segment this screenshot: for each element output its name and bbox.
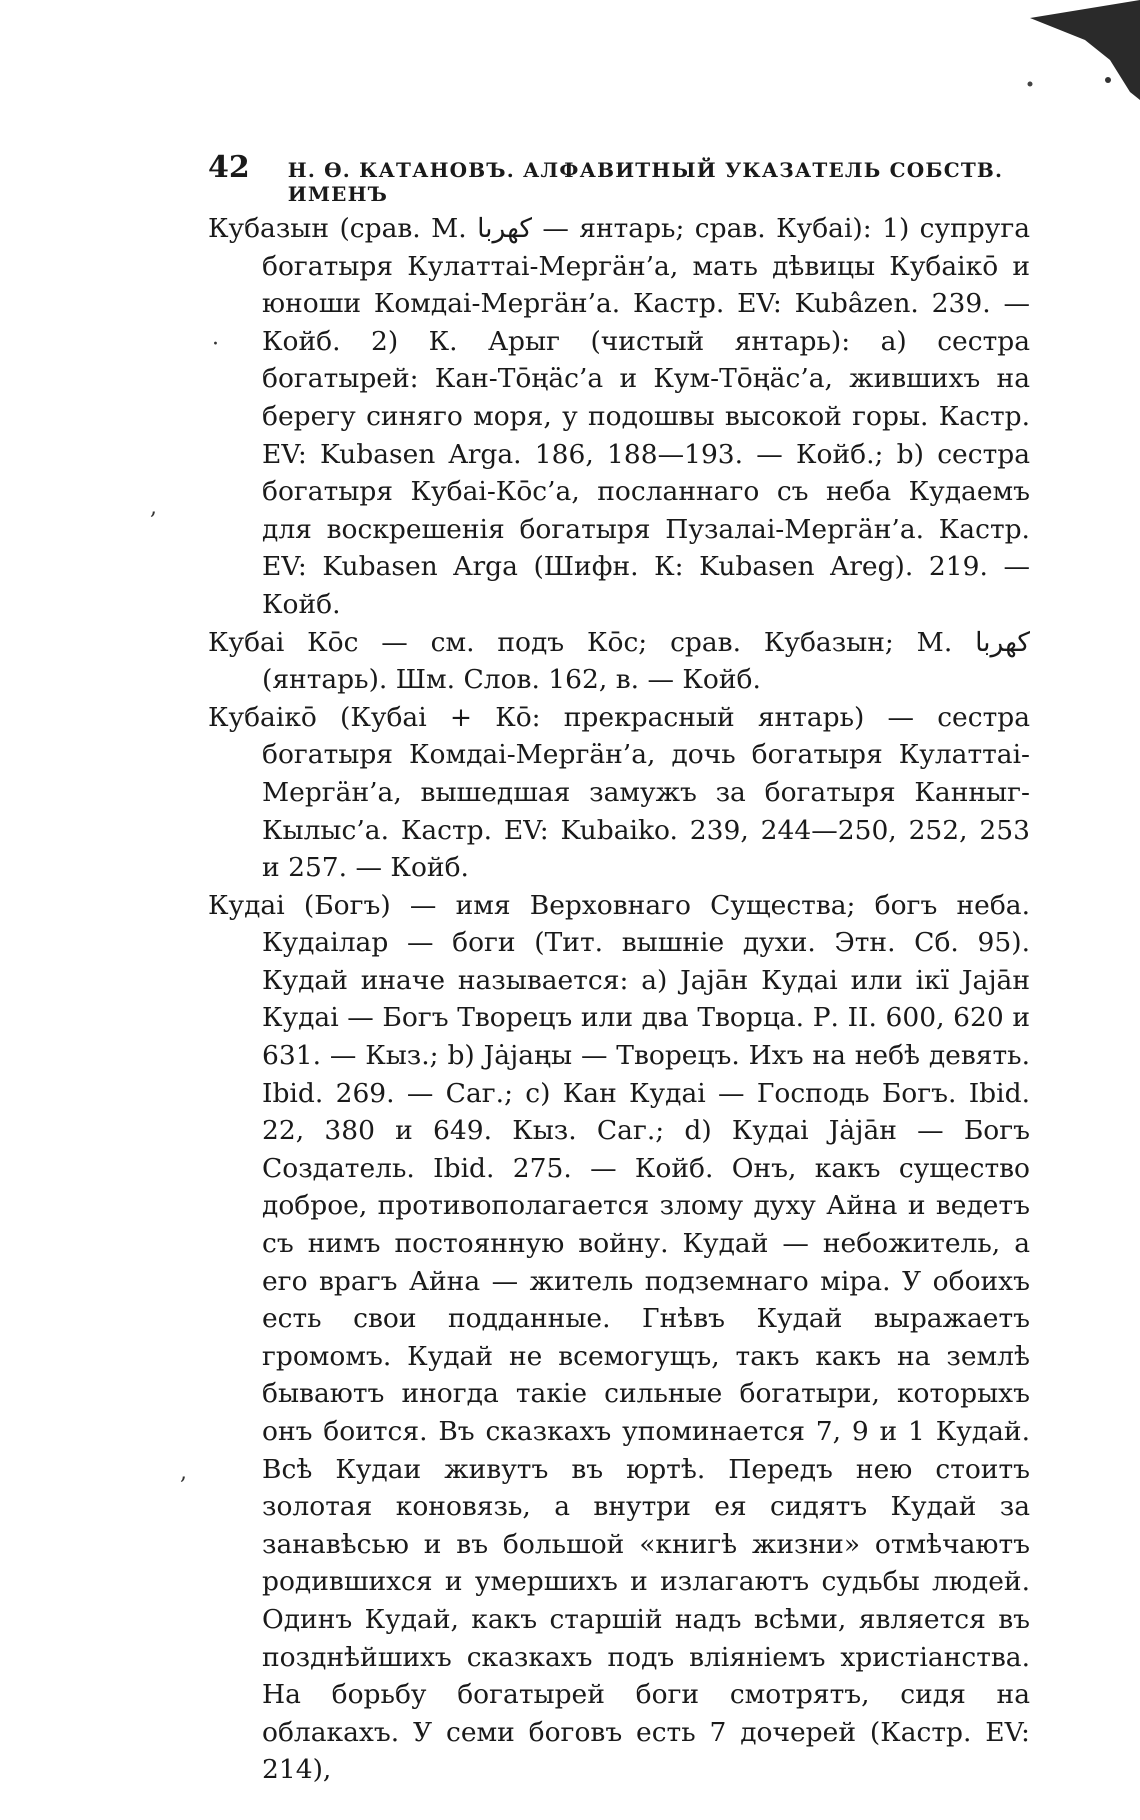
margin-mark: · [212, 332, 219, 357]
margin-mark: , [180, 1460, 187, 1485]
page-number: 42 [208, 150, 250, 185]
entry-kubaiko: Кубаікō (Кубаі + Кō: прекрасный янтарь) — сестра богатыря Комдаі-Мергӓн’а, дочь богатыря Кулаттаі-Мергӓн’а, вышедшая замужъ за богатыря Канныг-Кылыс’а. Кастр. EV: Kubaiko. 239, 244—250, 252, 253 и 257. — Койб. [208, 701, 1030, 884]
margin-mark: , [150, 495, 157, 520]
scan-smudge [990, 0, 1140, 100]
entry-kudai: Кудаі (Богъ) — имя Верховнаго Существа; богъ неба. Кудаілар — боги (Тит. вышніе духи. Этн. Сб. 95). Кудай иначе называется: а) Јаjāн Кудаі или ікї Јаjāн Кудаі — Богъ Творецъ или два Творца. Р. II. 600, 620 и 631. — Кыз.; b) Ја̇jаңы — Творецъ. Ихъ на небѣ девять. Ibid. 269. — Саг.; с) Кан Кудаі — Господь Богъ. Ibid. 22, 380 и 649. Кыз. Саг.; d) Кудаі Ја̇jāн — Богъ Создатель. Ibid. 275. — Койб. Онъ, какъ существо доброе, противополагается злому духу Айна и ведетъ съ нимъ постоянную войну. Кудай — небожитель, а его врагъ Айна — житель подземнаго міра. У обоихъ есть свои подданные. Гнѣвъ Кудай выражаетъ громомъ. Кудай не всемогущъ, такъ какъ на землѣ бываютъ иногда такіе сильные богатыри, которыхъ онъ боится. Въ сказкахъ упоминается 7, 9 и 1 Кудай. Всѣ Кудаи живутъ въ юртѣ. Передъ нею стоитъ золотая коновязь, а внутри ея сидятъ Кудай за занавѣсью и въ большой «книгѣ жизни» отмѣчаютъ родившихся и умершихъ и излагаютъ судьбы людей. Одинъ Кудай, какъ старшій надъ всѣми, является въ позднѣйшихъ сказкахъ подъ вліяніемъ христіанства. На борьбу богатырей боги смотрятъ, сидя на облакахъ. У семи боговъ есть 7 дочерей (Кастр. EV: 214), [208, 889, 1030, 1786]
entry-kubazyn: Кубазын (срав. М. ﻛﻬﺮﺑﺎ — янтарь; срав. Кубаі): 1) супруга богатыря Кулаттаі-Мергӓн’а, мать дѣвицы Кубаікō и юноши Комдаі-Мергӓн’а. Кастр. EV: Kubâzen. 239. — Койб. 2) К. Арыг (чистый янтарь): а) сестра богатырей: Кан-Тōңӓс’а и Кум-Тōңӓс’а, жившихъ на берегу синяго моря, у подошвы высокой горы. Кастр. EV: Kubasen Arga. 186, 188—193. — Койб.; b) сестра богатыря Кубаі-Кōс’а, посланнаго съ неба Кудаемъ для воскрешенія богатыря Пузалаі-Мергӓн’а. Кастр. EV: Kubasen Arga (Шифн. К: Kubasen Areg). 219. — Койб. [208, 213, 1030, 620]
page-header [208, 150, 1028, 206]
entry-kubai-kos: Кубаі Кōс — см. подъ Кōс; срав. Кубазын; М. ﻛﻬﺮﺑﺎ (янтарь). Шм. Слов. 162, в. — Койб. [208, 626, 1030, 696]
dictionary-text [208, 210, 1030, 1789]
running-head: Н. Ѳ. КАТАНОВЪ. АЛФАВИТНЫЙ УКАЗАТЕЛЬ СОБСТВ. ИМЕНЪ [287, 158, 1004, 206]
